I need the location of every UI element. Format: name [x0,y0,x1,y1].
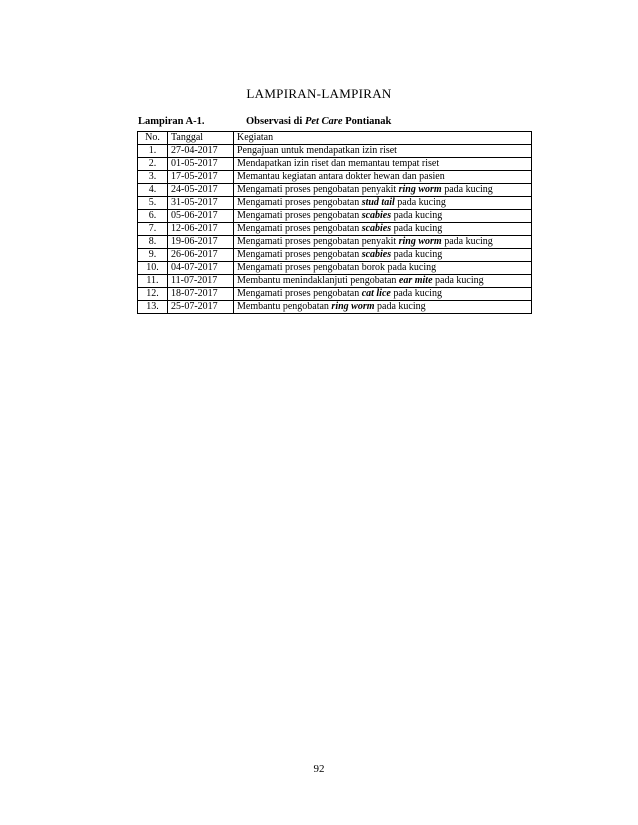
row-activity [234,223,532,236]
row-date: 25-07-2017 [168,301,234,314]
activity-text: Mengamati proses pengobatan penyakit [237,184,399,195]
row-number: 3. [138,171,168,184]
table-header-row [138,132,532,145]
row-number: 2. [138,158,168,171]
table-row [138,197,532,210]
table-row [138,210,532,223]
activity-italic-term: ear mite [398,275,433,286]
caption-text-before: Observasi di [246,116,305,127]
activity-text: Mendapatkan izin riset dan memantau tempat riset [237,158,440,169]
activity-text: pada kucing [391,210,443,221]
activity-text: pada kucing [374,301,426,312]
row-date: 31-05-2017 [168,197,234,210]
row-number: 4. [138,184,168,197]
activity-text: Mengamati proses pengobatan [237,249,362,260]
table-body [138,145,532,314]
activity-italic-term: ring worm [331,301,375,312]
activity-text: pada kucing [394,197,446,208]
row-activity [234,171,532,184]
row-activity [234,158,532,171]
table-row [138,158,532,171]
row-activity [234,249,532,262]
activity-text: Mengamati proses pengobatan [237,210,362,221]
row-number: 7. [138,223,168,236]
row-date: 12-06-2017 [168,223,234,236]
caption-label: Lampiran A-1. [138,116,205,127]
row-activity [234,288,532,301]
activity-text: Mengamati proses pengobatan [237,288,362,299]
row-date: 11-07-2017 [168,275,234,288]
table-row [138,262,532,275]
table-row [138,184,532,197]
row-activity [234,184,532,197]
table-row [138,236,532,249]
row-number: 11. [138,275,168,288]
row-number: 12. [138,288,168,301]
page-number: 92 [313,763,325,775]
activity-italic-term: cat lice [361,288,391,299]
row-number: 6. [138,210,168,223]
table-row [138,288,532,301]
row-activity [234,275,532,288]
activity-italic-term: scabies [361,249,392,260]
row-number: 5. [138,197,168,210]
row-date: 17-05-2017 [168,171,234,184]
row-number: 9. [138,249,168,262]
header-no: No. [138,132,168,145]
activity-text: Mengamati proses pengobatan [237,223,362,234]
activity-text: pada kucing [441,236,493,247]
activity-text: Pengajuan untuk mendapatkan izin riset [237,145,397,156]
activity-text: Membantu menindaklanjuti pengobatan [237,275,399,286]
row-date: 04-07-2017 [168,262,234,275]
row-number: 13. [138,301,168,314]
row-activity [234,197,532,210]
activity-italic-term: ring worm [398,184,442,195]
row-number: 8. [138,236,168,249]
activity-text: pada kucing [441,184,493,195]
table-row [138,171,532,184]
activity-text: Mengamati proses pengobatan borok pada kucing [237,262,437,273]
activity-text: pada kucing [432,275,484,286]
header-activity: Kegiatan [234,132,532,145]
row-date: 19-06-2017 [168,236,234,249]
activity-text: Membantu pengobatan [237,301,332,312]
row-activity [234,262,532,275]
table-row [138,275,532,288]
row-activity [234,145,532,158]
caption-text-after: Pontianak [342,116,392,127]
row-date: 27-04-2017 [168,145,234,158]
row-date: 05-06-2017 [168,210,234,223]
activity-italic-term: ring worm [398,236,442,247]
row-date: 18-07-2017 [168,288,234,301]
row-date: 24-05-2017 [168,184,234,197]
table-caption [138,116,391,127]
table-row [138,145,532,158]
activity-text: Memantau kegiatan antara dokter hewan dan pasien [237,171,445,182]
row-date: 01-05-2017 [168,158,234,171]
table-row [138,301,532,314]
activity-text: Mengamati proses pengobatan [237,197,362,208]
activity-italic-term: scabies [361,210,392,221]
row-number: 10. [138,262,168,275]
header-date: Tanggal [168,132,234,145]
observation-table [137,131,532,314]
activity-text: pada kucing [391,249,443,260]
row-number: 1. [138,145,168,158]
activity-italic-term: stud tail [361,197,395,208]
row-activity [234,210,532,223]
page-title: LAMPIRAN-LAMPIRAN [246,86,392,101]
table-row [138,223,532,236]
table-row [138,249,532,262]
row-date: 26-06-2017 [168,249,234,262]
activity-text: pada kucing [391,223,443,234]
row-activity [234,236,532,249]
caption-text-italic: Pet Care [304,116,343,127]
activity-text: pada kucing [390,288,442,299]
activity-text: Mengamati proses pengobatan penyakit [237,236,399,247]
activity-italic-term: scabies [361,223,392,234]
row-activity [234,301,532,314]
